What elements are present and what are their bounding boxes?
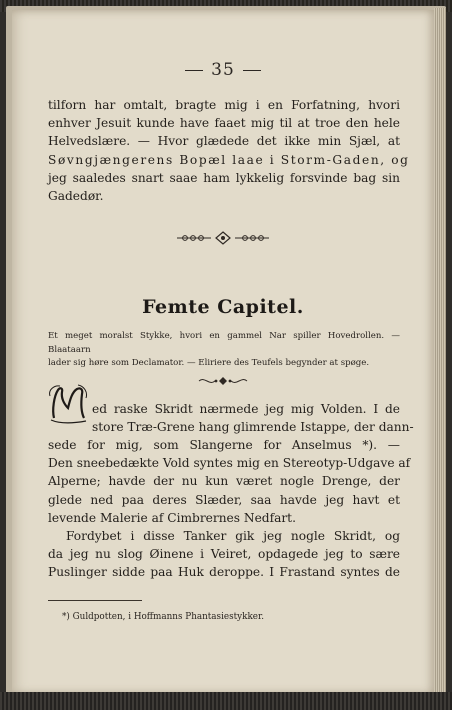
- chapter-title: Femte Capitel.: [142, 296, 304, 318]
- text-line: Alperne; havde der nu kun været nogle Drenge, der: [48, 474, 400, 489]
- text-line: jeg saaledes snart saae ham lykkelig forsvinde bag sin: [48, 170, 400, 185]
- text-line: da jeg nu slog Øinene i Veiret, opdagede jeg to sære: [48, 547, 400, 562]
- small-flourish-icon: [197, 376, 249, 386]
- page-number-dash-left: [185, 70, 203, 71]
- flourish-divider-icon: [173, 231, 273, 245]
- text-line: ed raske Skridt nærmede jeg mig Volden. I de: [92, 402, 400, 416]
- text-line: Puslinger sidde paa Huk deroppe. I Frastand syntes de: [48, 565, 400, 580]
- summary-line: lader sig høre som Declamator. — Eliriere des Teufels begynder at spøge.: [48, 358, 370, 368]
- footnote: *) Guldpotten, i Hoffmanns Phantasiestykker.: [62, 612, 265, 622]
- text-line: Søvngjængerens Bopæl laae i Storm-Gaden, og: [48, 152, 410, 167]
- chapter-summary: [48, 330, 400, 371]
- section-divider-ornament: [12, 230, 434, 249]
- text-line: store Træ-Grene hang glimrende Istappe, der dann-: [92, 420, 414, 435]
- text-line: tilforn har omtalt, bragte mig i en Forfatning, hvori: [48, 98, 400, 112]
- text-line: Den sneebedækte Vold syntes mig en Stereotyp-Udgave af: [48, 456, 411, 471]
- paragraph-2-opening: [92, 400, 414, 436]
- text-line: sede for mig, som Slangerne for Anselmus *). —: [48, 438, 400, 452]
- summary-line: Et meget moralst Stykke, hvori en gammel Nar spiller Hovedrollen. — Blaataarn: [48, 331, 400, 355]
- paragraph-2-continued: [48, 436, 411, 582]
- footnote-rule: [48, 600, 142, 601]
- text-line: Fordybet i disse Tanker gik jeg nogle Skridt, og: [66, 529, 400, 544]
- text-line: levende Malerie af Cimbrernes Nedfart.: [48, 510, 296, 525]
- text-line: Helvedslære. — Hvor glædede det ikke min Sjæl, at: [48, 134, 400, 149]
- page-number-value: 35: [211, 60, 235, 80]
- page-edges: [434, 8, 446, 696]
- decorated-initial-icon: [48, 384, 88, 426]
- paragraph-1: [48, 96, 410, 205]
- text-line: Gadedør.: [48, 189, 104, 204]
- text-line: enhver Jesuit kunde have faaet mig til at troe den hele: [48, 116, 400, 131]
- book-cover-bottom: [0, 692, 452, 710]
- drop-cap: [48, 384, 88, 426]
- book-page: [12, 10, 434, 694]
- page-number: [12, 60, 434, 80]
- page-number-dash-right: [243, 70, 261, 71]
- text-line: glede ned paa deres Slæder, saa havde jeg havt et: [48, 492, 400, 507]
